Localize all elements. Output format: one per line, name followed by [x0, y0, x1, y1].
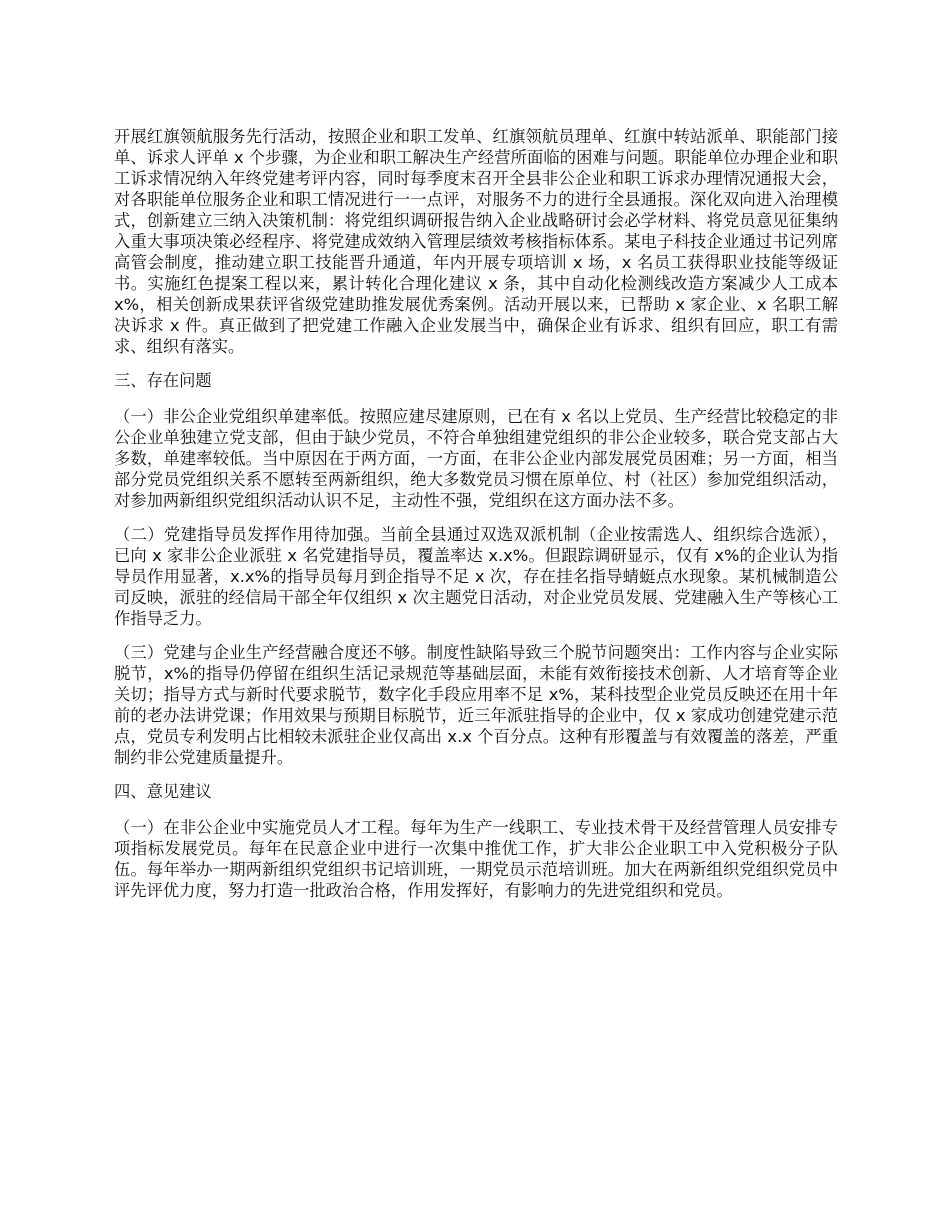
paragraph-suggestion-1: （一）在非公企业中实施党员人才工程。每年为生产一线职工、专业技术骨干及经营管理人员安排专项指标发展党员。每年在民意企业中进行一次集中推优工作，扩大非公企业职工中入党积极分子队伍。每年举办一期两新组织党组织书记培训班，一期党员示范培训班。加大在两新组织党组织党员中评先评优力度，努力打造一批政治合格，作用发挥好，有影响力的先进党组织和党员。	[114, 818, 838, 900]
section-heading-suggestions: 四、意见建议	[114, 782, 212, 801]
paragraph-problem-1: （一）非公企业党组织单建率低。按照应建尽建原则，已在有 x 名以上党员、生产经营比较稳定的非公企业单独建立党支部，但由于缺少党员，不符合单独组建党组织的非公企业较多，联合党支部占大多数，单建率较低。当中原因在于两方面，一方面，在非公企业内部发展党员困难；另一方面，相当部分党员党组织关系不愿转至两新组织，绝大多数党员习惯在原单位、村（社区）参加党组织活动，对参加两新组织党组织活动认识不足，主动性不强，党组织在这方面办法不多。	[114, 407, 838, 510]
paragraph-problem-3: （三）党建与企业生产经营融合度还不够。制度性缺陷导致三个脱节问题突出：工作内容与企业实际脱节，x%的指导仍停留在组织生活记录规范等基础层面，未能有效衔接技术创新、人才培育等企业关切；指导方式与新时代要求脱节，数字化手段应用率不足 x%，某科技型企业党员反映还在用十年前的老办法讲党课；作用效果与预期目标脱节，近三年派驻指导的企业中，仅 x 家成功创建党建示范点，党员专利发明占比相较未派驻企业仅高出 x.x 个百分点。这种有形覆盖与有效覆盖的落差，严重制约非公党建质量提升。	[114, 643, 838, 767]
paragraph-party-service: 开展红旗领航服务先行活动，按照企业和职工发单、红旗领航员理单、红旗中转站派单、职能部门接单、诉求人评单 x 个步骤，为企业和职工解决生产经营所面临的困难与问题。职能单位办理企业和职工诉求情况纳入年终党建考评内容，同时每季度末召开全县非公企业和职工诉求办理情况通报大会，对各职能单位服务企业和职工情况进行一一点评，对服务不力的进行全县通报。深化双向进入治理模式，创新建立三纳入决策机制：将党组织调研报告纳入企业战略研讨会必学材料、将党员意见征集纳入重大事项决策必经程序、将党建成效纳入管理层绩效考核指标体系。某电子科技企业通过书记列席高管会制度，推动建立职工技能晋升通道，年内开展专项培训 x 场，x 名员工获得职业技能等级证书。实施红色提案工程以来，累计转化合理化建议 x 条，其中自动化检测线改造方案减少人工成本 x%，相关创新成果获评省级党建助推发展优秀案例。活动开展以来，已帮助 x 家企业、x 名职工解决诉求 x 件。真正做到了把党建工作融入企业发展当中，确保企业有诉求、组织有回应，职工有需求、组织有落实。	[114, 127, 838, 356]
section-heading-problems: 三、存在问题	[114, 371, 212, 390]
document-page	[114, 126, 838, 914]
paragraph-problem-2: （二）党建指导员发挥作用待加强。当前全县通过双选双派机制（企业按需选人、组织综合选派），已向 x 家非公企业派驻 x 名党建指导员，覆盖率达 x.x%。但跟踪调研显示，仅有 x%的企业认为指导员作用显著，x.x%的指导员每月到企指导不足 x 次，存在挂名指导蜻蜓点水现象。某机械制造公司反映，派驻的经信局干部全年仅组织 x 次主题党日活动，对企业党员发展、党建融入生产等核心工作指导乏力。	[114, 525, 838, 628]
